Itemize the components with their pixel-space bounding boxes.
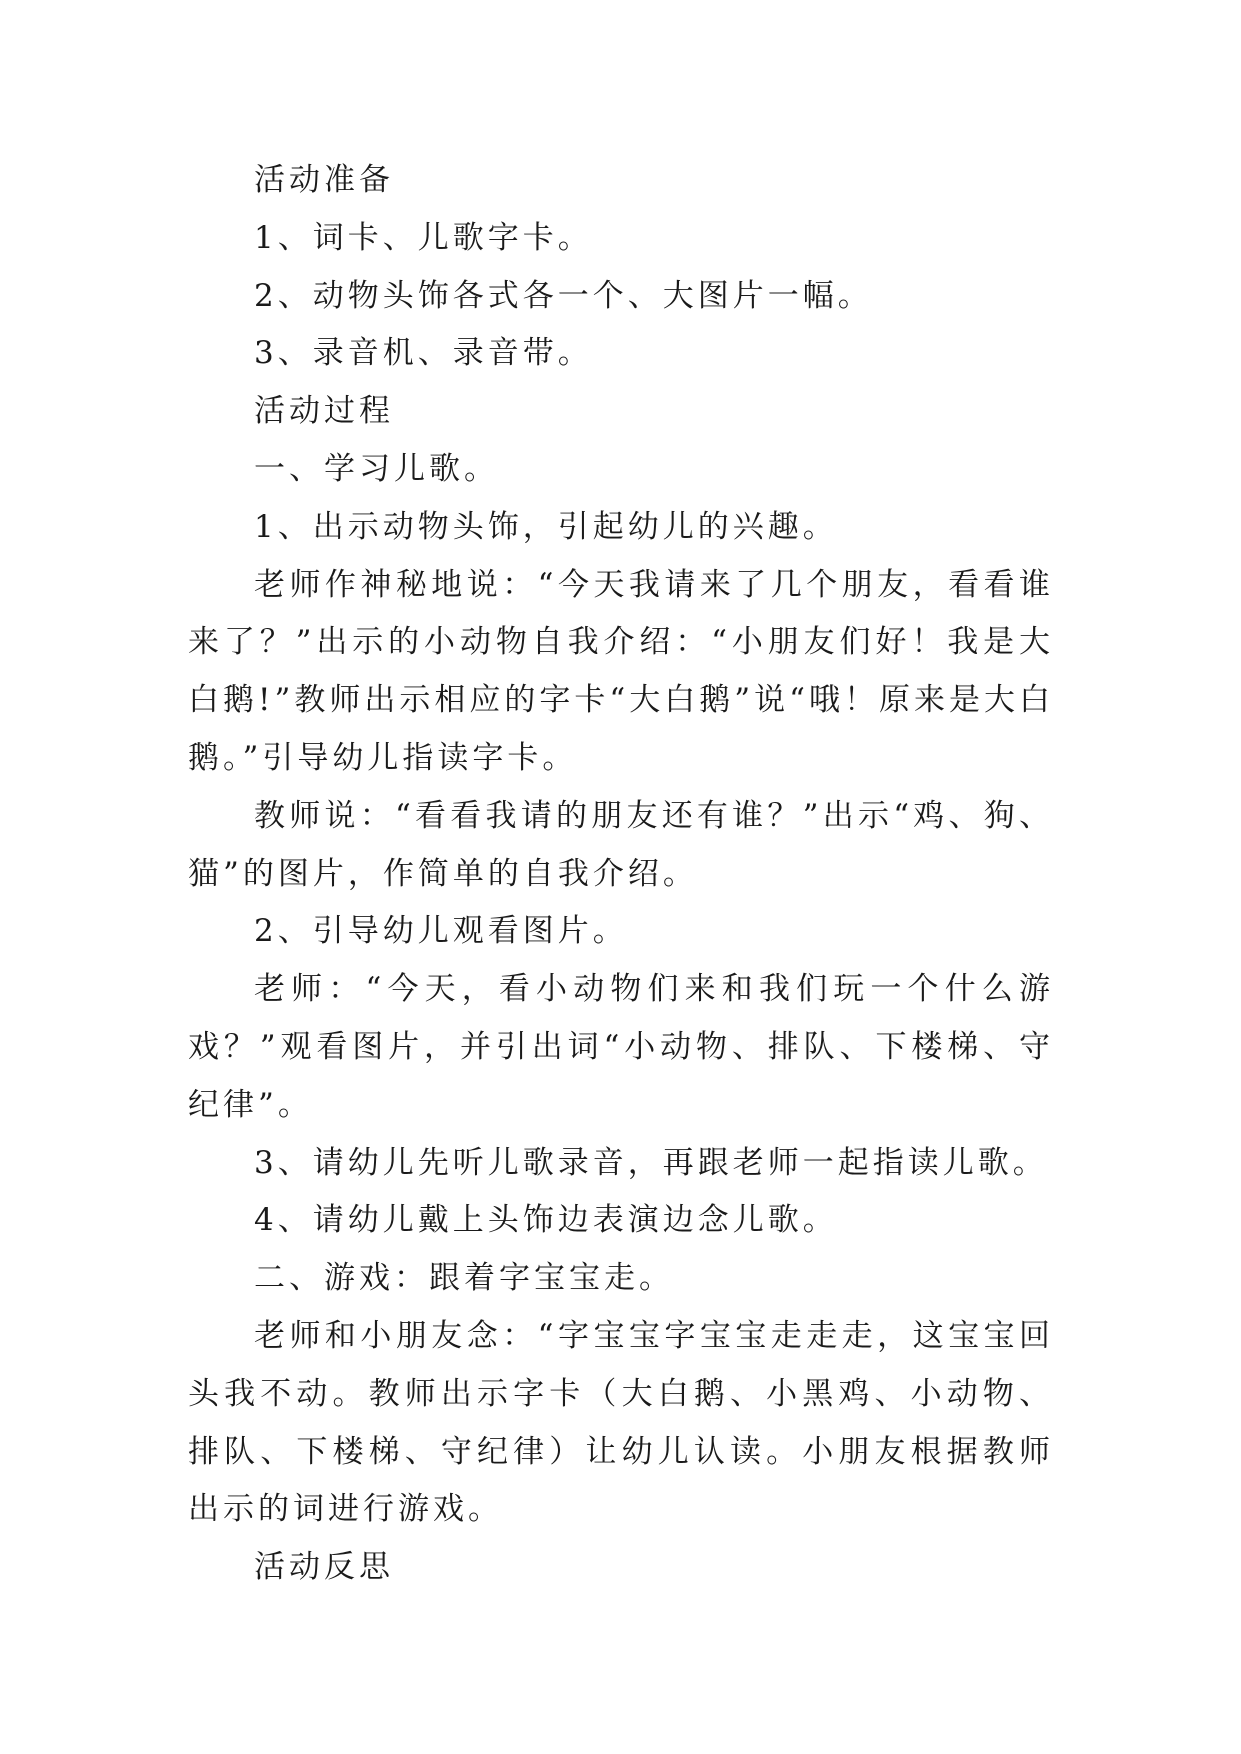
paragraph: 1、出示动物头饰，引起幼儿的兴趣。	[254, 508, 838, 545]
paragraph: 老师作神秘地说：“今天我请来了几个朋友，看看谁来了？”出示的小动物自我介绍：“小朋友们好！我是大白鹅!”教师出示相应的字卡“大白鹅”说“哦！原来是大白鹅。”引导幼儿指读字卡。	[188, 566, 1054, 776]
heading-activity-process: 活动过程	[254, 393, 394, 430]
paragraph: 3、请幼儿先听儿歌录音，再跟老师一起指读儿歌。	[254, 1144, 1048, 1181]
paragraph: 老师和小朋友念：“字宝宝字宝宝走走走，这宝宝回头我不动。教师出示字卡（大白鹅、小黑鸡、小动物、排队、下楼梯、守纪律）让幼儿认读。小朋友根据教师出示的词进行游戏。	[188, 1317, 1054, 1528]
paragraph: 2、引导幼儿观看图片。	[254, 913, 628, 950]
document-body	[188, 152, 1054, 1597]
paragraph: 2、动物头饰各式各一个、大图片一幅。	[254, 277, 873, 314]
paragraph: 二、游戏：跟着字宝宝走。	[254, 1260, 674, 1297]
heading-activity-reflection: 活动反思	[254, 1549, 394, 1586]
heading-activity-preparation: 活动准备	[254, 162, 394, 198]
paragraph: 一、学习儿歌。	[254, 450, 499, 487]
paragraph: 4、请幼儿戴上头饰边表演边念儿歌。	[254, 1202, 838, 1239]
paragraph: 1、词卡、儿歌字卡。	[254, 219, 593, 256]
paragraph: 老师：“今天，看小动物们来和我们玩一个什么游戏？”观看图片，并引出词“小动物、排队、下楼梯、守纪律”。	[188, 971, 1054, 1123]
paragraph: 教师说：“看看我请的朋友还有谁？”出示“鸡、狗、猫”的图片，作简单的自我介绍。	[188, 797, 1054, 892]
paragraph: 3、录音机、录音带。	[254, 335, 593, 372]
